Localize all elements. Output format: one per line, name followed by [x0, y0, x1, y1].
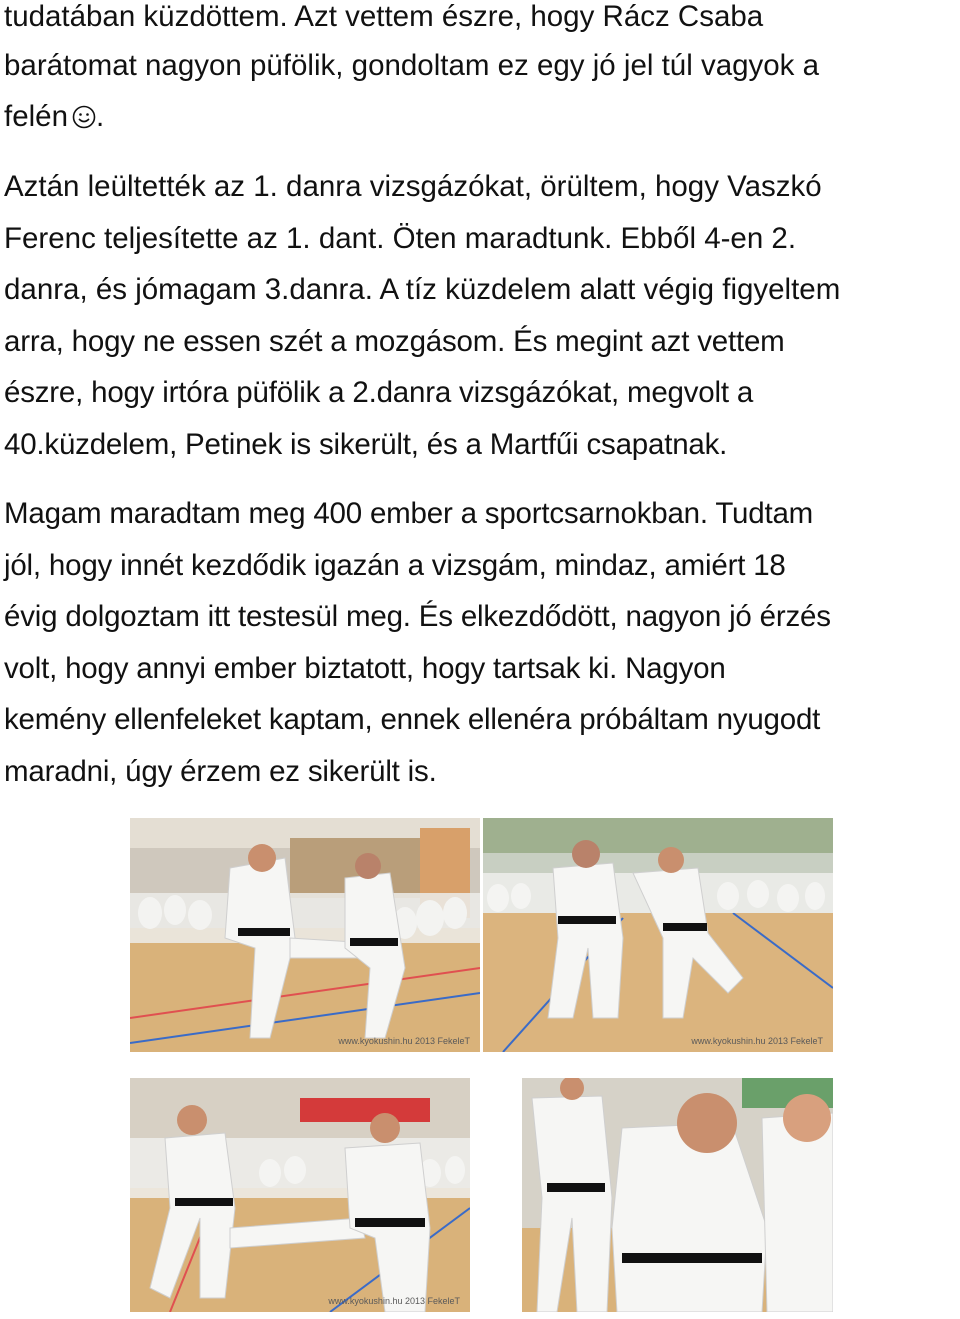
text-line: volt, hogy annyi ember biztatott, hogy tartsak ki. Nagyon — [4, 652, 726, 685]
photo-punch-1 — [483, 818, 833, 1052]
text-span: . — [95, 100, 105, 133]
photo-clinch — [522, 1078, 833, 1312]
photo-watermark: www.kyokushin.hu 2013 FekeleT — [691, 1036, 823, 1046]
text-line: danra, és jómagam 3.danra. A tíz küzdelem alatt végig figyeltem — [4, 273, 841, 306]
text-line: arra, hogy ne essen szét a mozgásom. És megint azt vettem — [4, 325, 785, 358]
text-line: maradni, úgy érzem ez sikerült is. — [4, 755, 437, 788]
text-line: Ferenc teljesítette az 1. dant. Öten maradtunk. Ebből 4-en 2. — [4, 222, 797, 255]
text-line: Magam maradtam meg 400 ember a sportcsarnokban. Tudtam — [4, 497, 814, 530]
text-line: évig dolgoztam itt testesül meg. És elkezdődött, nagyon jó érzés — [4, 600, 831, 633]
smiley-face-icon — [72, 105, 96, 129]
text-line: jól, hogy innét kezdődik igazán a vizsgám, mindaz, amiért 18 — [4, 549, 786, 582]
photo-kick-1 — [130, 818, 480, 1052]
text-line-with-icon — [4, 100, 104, 134]
text-line: Aztán leültették az 1. danra vizsgázókat, örültem, hogy Vaszkó — [4, 170, 822, 203]
photo-kick-2 — [130, 1078, 470, 1312]
text-line: tudatában küzdöttem. Azt vettem észre, hogy Rácz Csaba — [4, 0, 764, 33]
photo-watermark: www.kyokushin.hu 2013 FekeleT — [338, 1036, 470, 1046]
text-line: kemény ellenfeleket kaptam, ennek ellenéra próbáltam nyugodt — [4, 703, 821, 736]
text-line: barátomat nagyon püfölik, gondoltam ez egy jó jel túl vagyok a — [4, 49, 820, 82]
text-line: 40.küzdelem, Petinek is sikerült, és a Martfűi csapatnak. — [4, 428, 728, 461]
text-line: észre, hogy irtóra püfölik a 2.danra vizsgázókat, megvolt a — [4, 376, 754, 409]
photo-watermark: www.kyokushin.hu 2013 FekeleT — [328, 1296, 460, 1306]
text-span: felén — [4, 100, 68, 133]
